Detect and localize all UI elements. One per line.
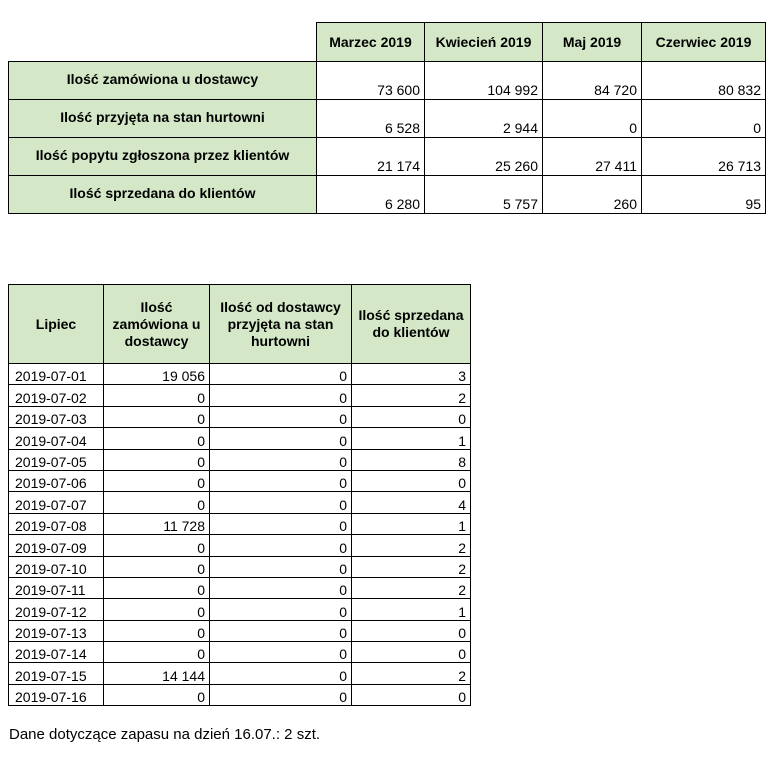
row-label: Ilość przyjęta na stan hurtowni	[9, 100, 317, 138]
empty-corner-cell	[9, 23, 317, 62]
monthly-value: 5 757	[425, 176, 543, 214]
sold-cell: 2	[352, 577, 471, 598]
monthly-value: 0	[543, 100, 642, 138]
received-cell: 0	[210, 449, 352, 470]
date-cell: 2019-07-07	[9, 492, 104, 513]
monthly-value: 80 832	[642, 62, 766, 100]
ordered-cell: 0	[104, 556, 210, 577]
received-cell: 0	[210, 470, 352, 491]
date-cell: 2019-07-15	[9, 663, 104, 684]
monthly-value: 260	[543, 176, 642, 214]
sold-cell: 1	[352, 513, 471, 534]
sold-cell: 2	[352, 385, 471, 406]
table-row	[9, 449, 471, 470]
monthly-row	[9, 100, 766, 138]
ordered-cell: 11 728	[104, 513, 210, 534]
table-row	[9, 577, 471, 598]
date-cell: 2019-07-11	[9, 577, 104, 598]
ordered-cell: 0	[104, 620, 210, 641]
table-row	[9, 684, 471, 705]
received-column-header: Ilość od dostawcy przyjęta na stan hurtowni	[210, 285, 352, 364]
received-cell: 0	[210, 599, 352, 620]
sold-cell: 3	[352, 364, 471, 385]
ordered-column-header: Ilość zamówiona u dostawcy	[104, 285, 210, 364]
row-label: Ilość sprzedana do klientów	[9, 176, 317, 214]
sold-cell: 2	[352, 663, 471, 684]
sold-cell: 0	[352, 406, 471, 427]
date-cell: 2019-07-03	[9, 406, 104, 427]
monthly-value: 27 411	[543, 138, 642, 176]
monthly-row	[9, 176, 766, 214]
received-cell: 0	[210, 492, 352, 513]
date-cell: 2019-07-09	[9, 535, 104, 556]
row-label: Ilość popytu zgłoszona przez klientów	[9, 138, 317, 176]
ordered-cell: 0	[104, 449, 210, 470]
monthly-summary-table	[8, 22, 766, 214]
table-row	[9, 406, 471, 427]
month-column-header: Lipiec	[9, 285, 104, 364]
monthly-value: 2 944	[425, 100, 543, 138]
table-row	[9, 620, 471, 641]
month-header: Marzec 2019	[317, 23, 425, 62]
date-cell: 2019-07-16	[9, 684, 104, 705]
received-cell: 0	[210, 642, 352, 663]
date-cell: 2019-07-02	[9, 385, 104, 406]
ordered-cell: 0	[104, 535, 210, 556]
monthly-value: 73 600	[317, 62, 425, 100]
sold-column-header: Ilość sprzedana do klientów	[352, 285, 471, 364]
ordered-cell: 0	[104, 599, 210, 620]
received-cell: 0	[210, 385, 352, 406]
received-cell: 0	[210, 364, 352, 385]
ordered-cell: 0	[104, 684, 210, 705]
received-cell: 0	[210, 577, 352, 598]
table-row	[9, 513, 471, 534]
monthly-value: 84 720	[543, 62, 642, 100]
table-row	[9, 599, 471, 620]
date-cell: 2019-07-01	[9, 364, 104, 385]
ordered-cell: 19 056	[104, 364, 210, 385]
sold-cell: 1	[352, 599, 471, 620]
ordered-cell: 0	[104, 428, 210, 449]
table-row	[9, 364, 471, 385]
sold-cell: 0	[352, 642, 471, 663]
month-header: Kwiecień 2019	[425, 23, 543, 62]
received-cell: 0	[210, 620, 352, 641]
date-cell: 2019-07-04	[9, 428, 104, 449]
daily-table-body	[9, 364, 471, 706]
table-row	[9, 535, 471, 556]
month-header: Czerwiec 2019	[642, 23, 766, 62]
sold-cell: 2	[352, 535, 471, 556]
ordered-cell: 0	[104, 642, 210, 663]
table-row	[9, 428, 471, 449]
date-cell: 2019-07-12	[9, 599, 104, 620]
sold-cell: 0	[352, 684, 471, 705]
monthly-value: 25 260	[425, 138, 543, 176]
date-cell: 2019-07-13	[9, 620, 104, 641]
table-row	[9, 642, 471, 663]
monthly-value: 21 174	[317, 138, 425, 176]
ordered-cell: 0	[104, 577, 210, 598]
monthly-row	[9, 138, 766, 176]
table-row	[9, 556, 471, 577]
row-label: Ilość zamówiona u dostawcy	[9, 62, 317, 100]
date-cell: 2019-07-05	[9, 449, 104, 470]
ordered-cell: 14 144	[104, 663, 210, 684]
ordered-cell: 0	[104, 470, 210, 491]
ordered-cell: 0	[104, 385, 210, 406]
monthly-value: 6 528	[317, 100, 425, 138]
received-cell: 0	[210, 684, 352, 705]
date-cell: 2019-07-08	[9, 513, 104, 534]
monthly-value: 6 280	[317, 176, 425, 214]
received-cell: 0	[210, 406, 352, 427]
sold-cell: 0	[352, 470, 471, 491]
ordered-cell: 0	[104, 492, 210, 513]
monthly-value: 0	[642, 100, 766, 138]
table-row	[9, 470, 471, 491]
month-header: Maj 2019	[543, 23, 642, 62]
date-cell: 2019-07-10	[9, 556, 104, 577]
monthly-value: 26 713	[642, 138, 766, 176]
monthly-header-row	[9, 23, 766, 62]
sold-cell: 4	[352, 492, 471, 513]
received-cell: 0	[210, 535, 352, 556]
daily-july-table	[8, 284, 471, 706]
sold-cell: 8	[352, 449, 471, 470]
monthly-value: 104 992	[425, 62, 543, 100]
table-row	[9, 663, 471, 684]
ordered-cell: 0	[104, 406, 210, 427]
monthly-row	[9, 62, 766, 100]
date-cell: 2019-07-06	[9, 470, 104, 491]
table-row	[9, 385, 471, 406]
stock-footnote: Dane dotyczące zapasu na dzień 16.07.: 2 szt.	[9, 726, 321, 743]
sold-cell: 0	[352, 620, 471, 641]
sold-cell: 1	[352, 428, 471, 449]
received-cell: 0	[210, 428, 352, 449]
date-cell: 2019-07-14	[9, 642, 104, 663]
received-cell: 0	[210, 513, 352, 534]
sold-cell: 2	[352, 556, 471, 577]
daily-header-row	[9, 285, 471, 364]
received-cell: 0	[210, 663, 352, 684]
received-cell: 0	[210, 556, 352, 577]
table-row	[9, 492, 471, 513]
monthly-value: 95	[642, 176, 766, 214]
